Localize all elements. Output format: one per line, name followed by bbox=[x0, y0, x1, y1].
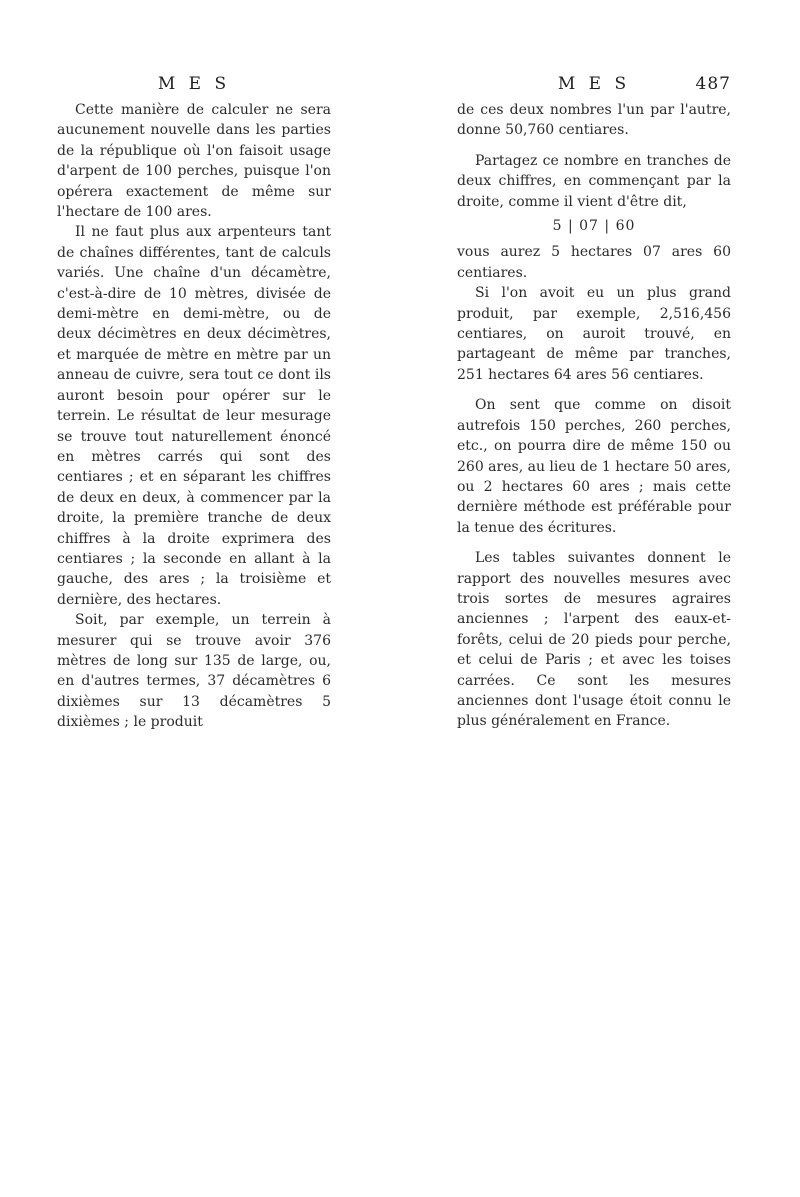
right-paragraph-5: On sent que comme on disoit autrefois 150 perches, 260 perches, etc., on pourra dire de même 150 ou 260 ares, au lieu de 1 hectare 50 ares, ou 2 hectares 60 ares ; mais cette dernière méthode est préférable pour la tenue des écritures. bbox=[457, 397, 731, 536]
left-column-text bbox=[57, 100, 331, 733]
running-head-left: M E S bbox=[157, 74, 231, 94]
tranche-division: 5 | 07 | 60 bbox=[552, 218, 636, 235]
right-paragraph-3: vous aurez 5 hectares 07 ares 60 centiares. bbox=[457, 244, 731, 281]
running-head-right-title: M E S bbox=[557, 74, 631, 94]
left-paragraph-1: Cette manière de calculer ne sera aucunement nouvelle dans les parties de la république où l'on faisoit usage d'arpent de 100 perches, puisque l'on opérera exactement de même sur l'hectare de 100 ares. bbox=[57, 102, 331, 221]
right-paragraph-6: Les tables suivantes donnent le rapport des nouvelles mesures avec trois sortes de mesures agraires anciennes ; l'arpent des eaux-et-forêts, celui de 20 pieds pour perche, et celui de Paris ; et avec les toises carrées. Ce sont les mesures anciennes dont l'usage étoit connu le plus généralement en France. bbox=[457, 550, 731, 730]
right-paragraph-4: Si l'on avoit eu un plus grand produit, par exemple, 2,516,456 centiares, on auroit trouvé, en partageant de même par tranches, 251 hectares 64 ares 56 centiares. bbox=[457, 285, 731, 383]
right-paragraph-1: de ces deux nombres l'un par l'autre, donne 50,760 centiares. bbox=[457, 102, 731, 139]
right-paragraph-2: Partagez ce nombre en tranches de deux chiffres, en commençant par la droite, comme il vient d'être dit, bbox=[457, 152, 731, 210]
left-paragraph-2: Il ne faut plus aux arpenteurs tant de chaînes différentes, tant de calculs variés. Une chaîne d'un décamètre, c'est-à-dire de 10 mètres, divisée de demi-mètre en demi-mètre, ou de deux décimètres en deux décimètres, et marquée de mètre en mètre par un anneau de cuivre, sera tout ce dont ils auront besoin pour opérer sur le terrein. Le résultat de leur mesurage se trouve tout naturellement énoncé en mètres carrés qui sont des centiares ; et en séparant les chiffres de deux en deux, à commencer par la droite, la première tranche de deux chiffres à la droite exprimera des centiares ; la seconde en allant à la gauche, des ares ; la troisième et dernière, des hectares. bbox=[57, 224, 331, 608]
left-paragraph-3: Soit, par exemple, un terrein à mesurer qui se trouve avoir 376 mètres de long sur 135 de large, ou, en d'autres termes, 37 décamètres 6 dixièmes sur 13 décamètres 5 dixièmes ; le produit bbox=[57, 612, 331, 731]
right-column-text bbox=[457, 100, 731, 732]
running-head-right bbox=[457, 74, 731, 94]
page-number: 487 bbox=[695, 74, 731, 94]
